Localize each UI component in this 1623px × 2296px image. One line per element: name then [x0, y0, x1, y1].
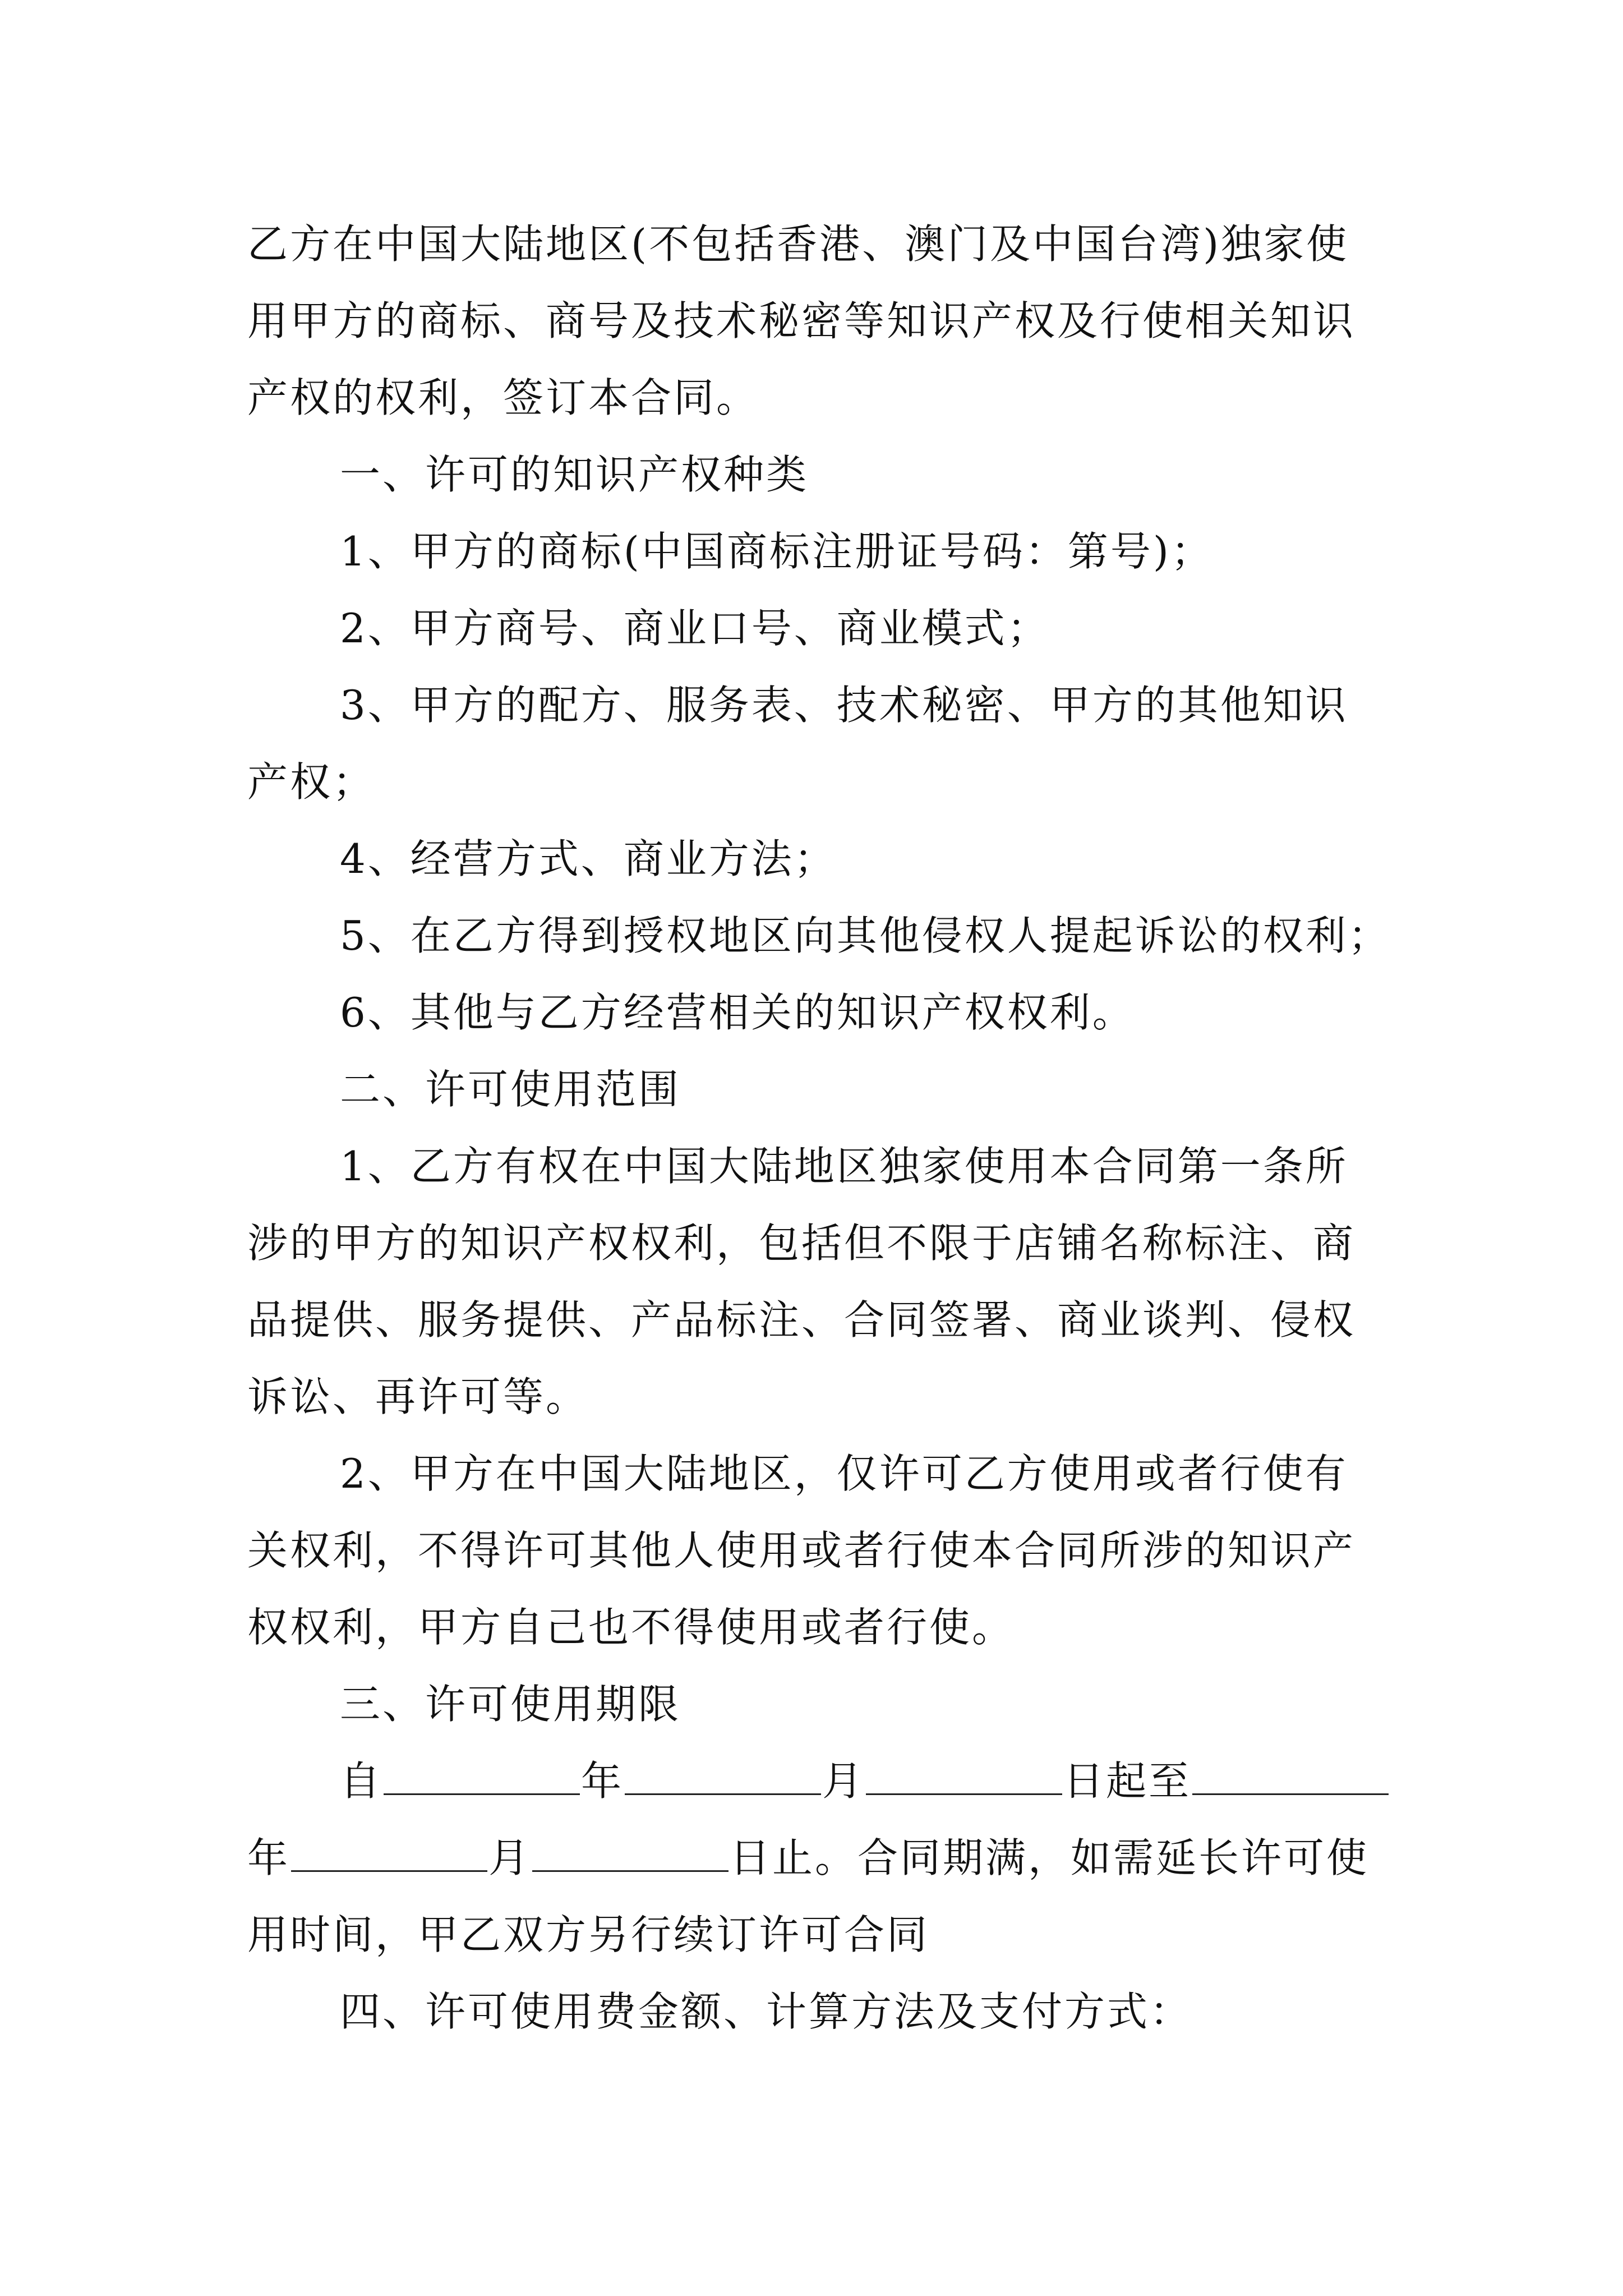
paragraph-line: 用时间，甲乙双方另行续订许可合同: [247, 1911, 930, 1958]
date-text: 月: [488, 1834, 532, 1881]
paragraph-line: 乙方在中国大陆地区(不包括香港、澳门及中国台湾)独家使: [247, 220, 1349, 268]
date-text: 年: [247, 1834, 291, 1881]
date-fill-line-2: [247, 1824, 1403, 1892]
list-item: 3、甲方的配方、服务表、技术秘密、甲方的其他知识: [340, 682, 1348, 729]
list-item: 5、在乙方得到授权地区向其他侵权人提起诉讼的权利；: [340, 912, 1391, 959]
paragraph-line: 品提供、服务提供、产品标注、合同签署、商业谈判、侵权: [247, 1296, 1356, 1343]
date-text: 自: [340, 1757, 383, 1805]
section-heading-1: 一、许可的知识产权种类: [340, 451, 809, 498]
blank-field-month[interactable]: [625, 1749, 821, 1795]
paragraph-line: 关权利，不得许可其他人使用或者行使本合同所涉的知识产: [247, 1527, 1356, 1574]
paragraph-line: 产权；: [247, 758, 376, 806]
list-item: 1、乙方有权在中国大陆地区独家使用本合同第一条所: [340, 1143, 1348, 1190]
paragraph-line: 诉讼、再许可等。: [247, 1373, 589, 1420]
date-text: 日起至: [1063, 1757, 1192, 1805]
section-heading-2: 二、许可使用范围: [340, 1066, 681, 1113]
list-item: 4、经营方式、商业方法；: [340, 835, 837, 882]
section-heading-3: 三、许可使用期限: [340, 1681, 681, 1728]
paragraph-line: 产权的权利，签订本合同。: [247, 374, 759, 421]
blank-field-end-year[interactable]: [1192, 1749, 1389, 1795]
list-item: 2、甲方商号、商业口号、商业模式；: [340, 605, 1050, 652]
date-text: 年: [581, 1757, 624, 1805]
blank-field-end-day[interactable]: [532, 1825, 728, 1872]
list-item: 1、甲方的商标(中国商标注册证号码：第号)；: [340, 528, 1214, 575]
section-heading-4: 四、许可使用费金额、计算方法及支付方式：: [340, 1988, 1193, 2035]
blank-field-year[interactable]: [384, 1749, 580, 1795]
date-text: 月: [822, 1757, 865, 1805]
list-item: 6、其他与乙方经营相关的知识产权权利。: [340, 989, 1135, 1036]
date-text: 日止。合同期满，如需延长许可使: [730, 1834, 1370, 1881]
list-item: 2、甲方在中国大陆地区，仅许可乙方使用或者行使有: [340, 1450, 1348, 1497]
paragraph-line: 用甲方的商标、商号及技术秘密等知识产权及行使相关知识: [247, 297, 1356, 344]
paragraph-line: 权权利，甲方自己也不得使用或者行使。: [247, 1604, 1015, 1651]
blank-field-day[interactable]: [866, 1749, 1062, 1795]
date-fill-line-1: [340, 1747, 1495, 1815]
blank-field-end-month[interactable]: [291, 1825, 487, 1872]
paragraph-line: 涉的甲方的知识产权权利，包括但不限于店铺名称标注、商: [247, 1220, 1356, 1267]
